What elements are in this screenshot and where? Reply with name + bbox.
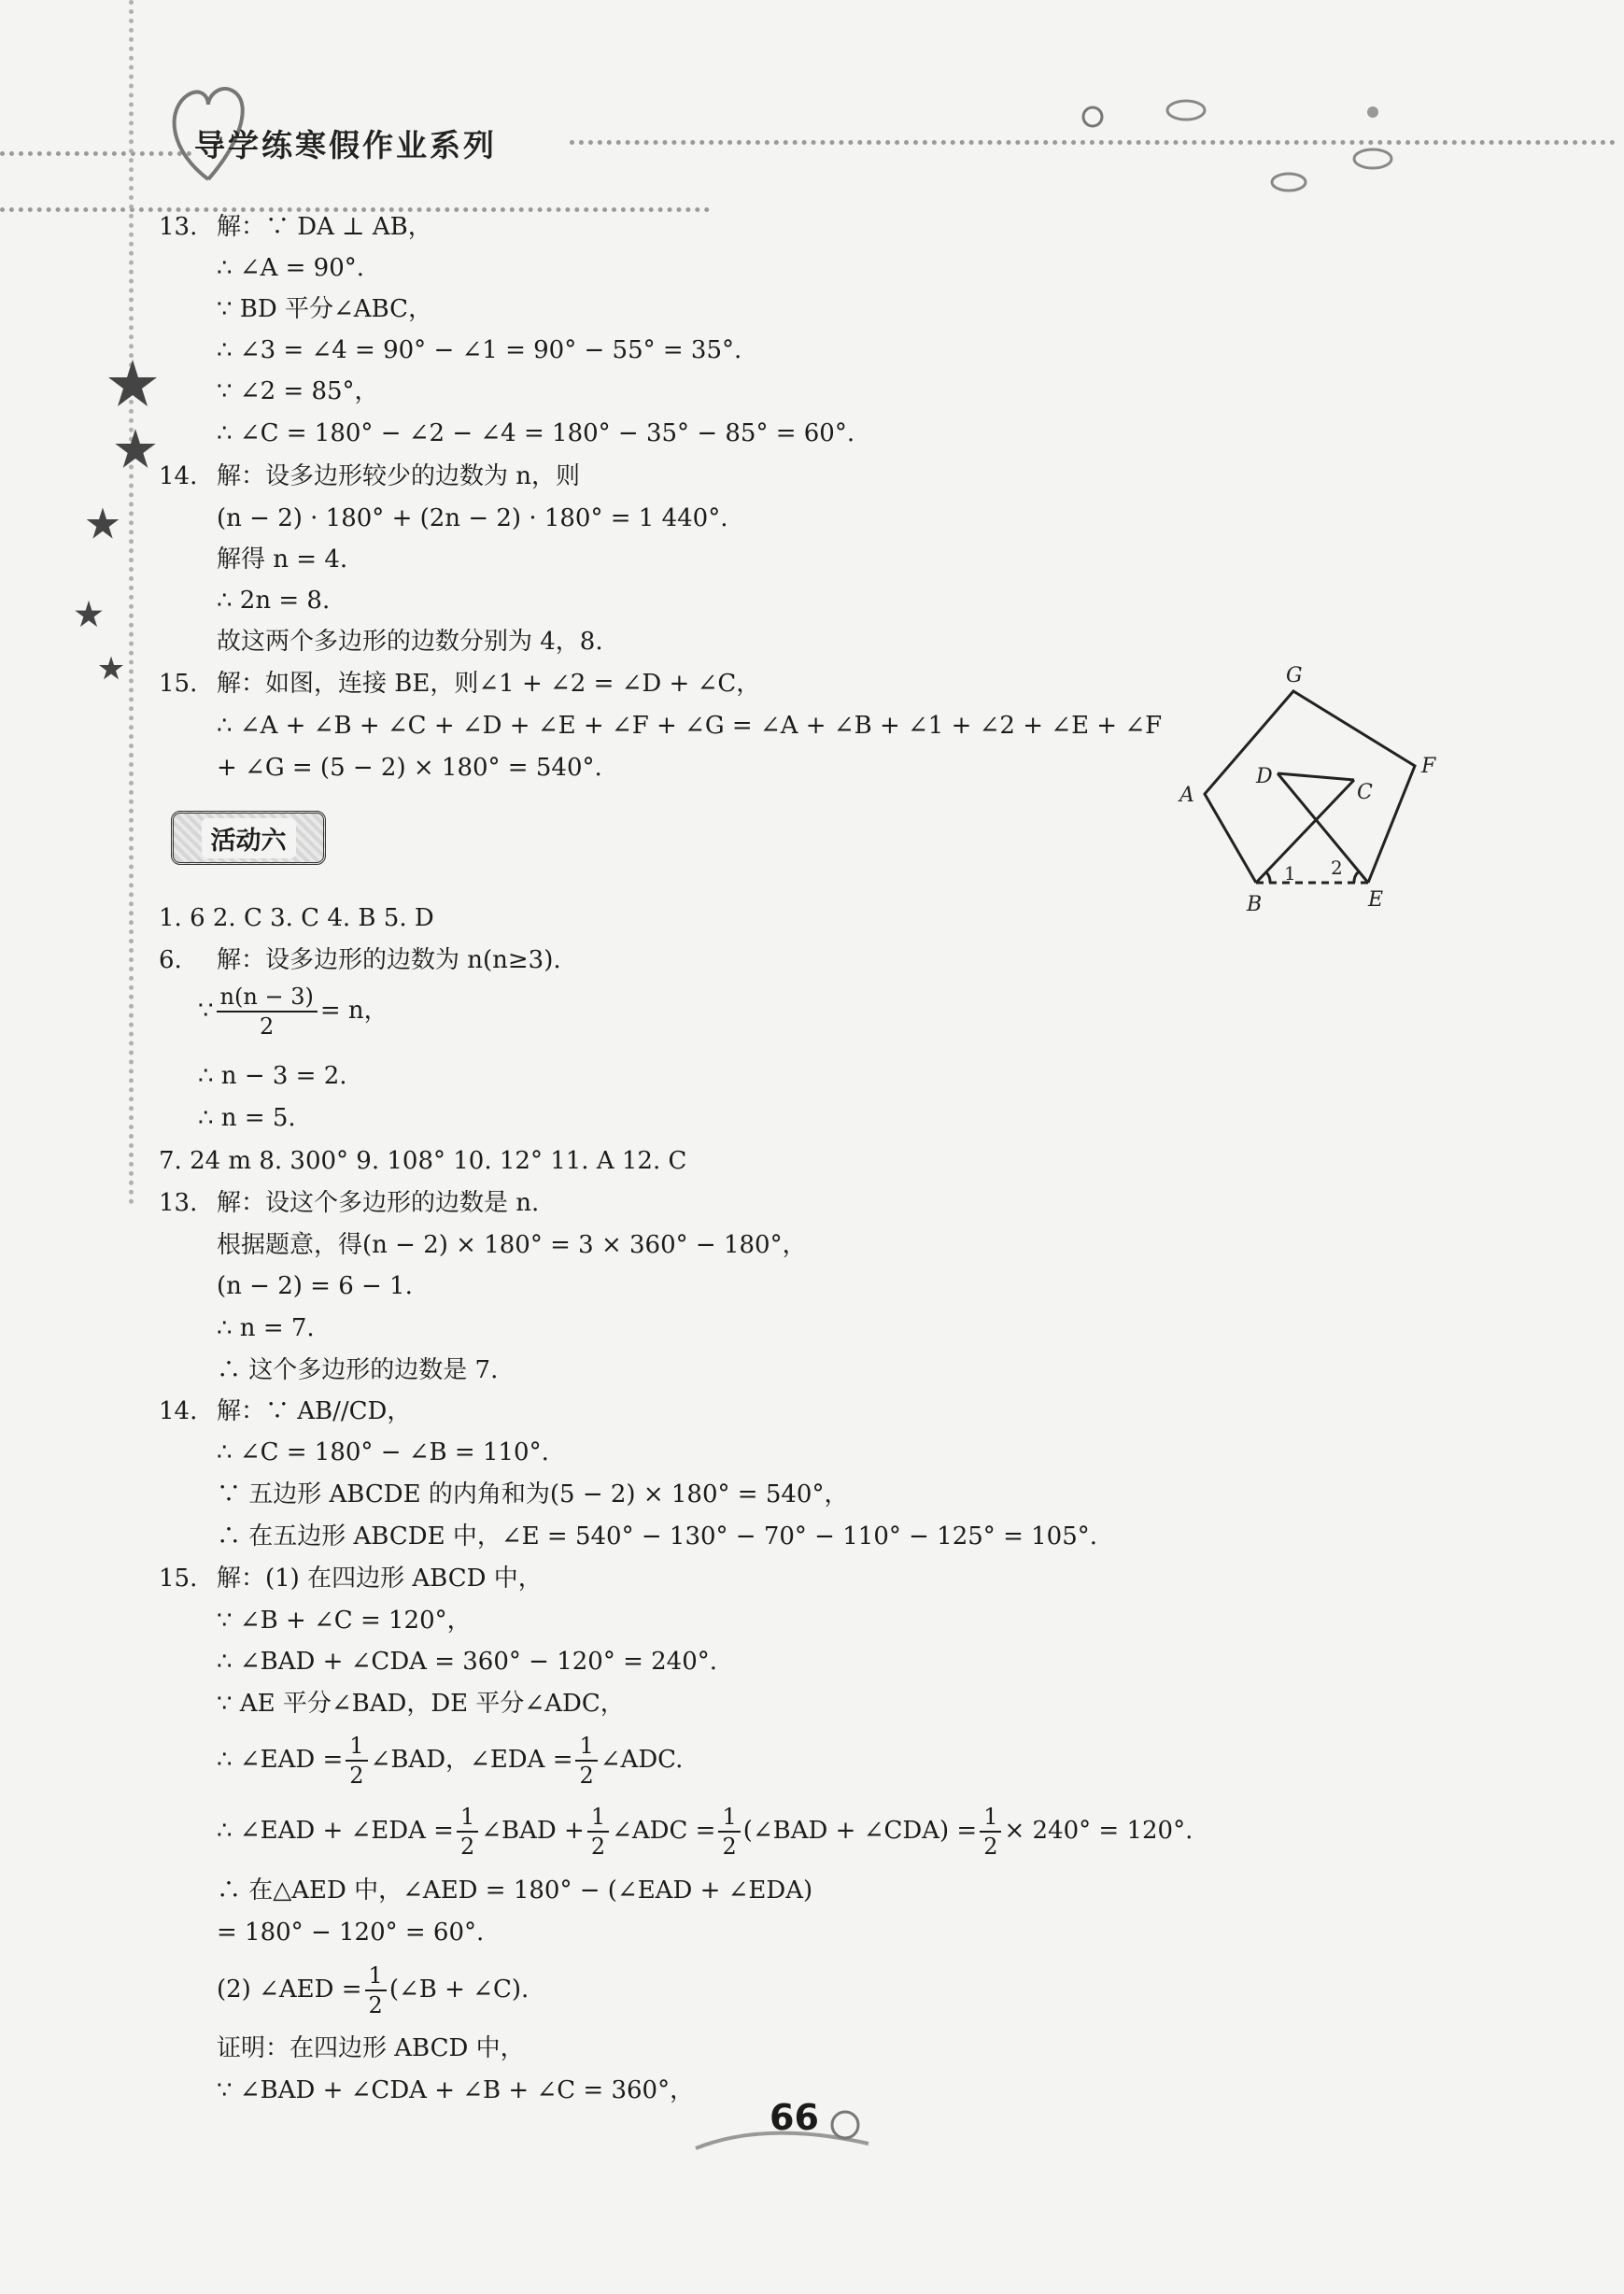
- q14-line-2: (n − 2) · 180° + (2n − 2) · 180° = 1 440°.: [217, 504, 728, 532]
- star-decoration-icon: [105, 355, 161, 411]
- q13-line-4: ∴ ∠3 = ∠4 = 90° − ∠1 = 90° − 55° = 35°.: [217, 336, 742, 364]
- q13b-line-2: 根据题意，得(n − 2) × 180° = 3 × 360° − 180°，: [217, 1231, 807, 1259]
- q15b-part2-line: (2) ∠AED = $\frac{1}{2}$ (∠B + ∠C).: [217, 1962, 530, 2018]
- q15b-line-2: ∵ ∠B + ∠C = 120°，: [217, 1607, 472, 1635]
- q6-line-3: ∴ n − 3 = 2.: [198, 1062, 347, 1090]
- figure-label-1: 1: [1284, 862, 1296, 885]
- star-decoration-icon: [97, 654, 125, 682]
- figure-label-D: D: [1256, 765, 1273, 788]
- q13b-line-1: 13. 解：设这个多边形的边数是 n.: [159, 1189, 540, 1217]
- q14-line-5: 故这两个多边形的边数分别为 4，8.: [217, 628, 603, 656]
- q14b-line-3: ∵ 五边形 ABCDE 的内角和为(5 − 2) × 180° = 540°，: [217, 1480, 849, 1508]
- q13-line-5: ∵ ∠2 = 85°，: [217, 377, 379, 405]
- figure-label-E: E: [1368, 888, 1384, 912]
- star-decoration-icon: [73, 598, 105, 630]
- header-dotted-line-top: [0, 151, 191, 156]
- q6-fraction-line: ∵ $\frac{n(n - 3)}{2}$ = n，: [198, 984, 388, 1040]
- q14b-line-1: 14. 解：∵ AB//CD，: [159, 1397, 412, 1425]
- q15-line-2: ∴ ∠A + ∠B + ∠C + ∠D + ∠E + ∠F + ∠G = ∠A + ∠B + ∠1 + ∠2 + ∠E + ∠F: [217, 712, 1163, 740]
- q15b-line-1: 15. 解：(1) 在四边形 ABCD 中，: [159, 1565, 543, 1593]
- figure-label-2: 2: [1331, 857, 1343, 879]
- q14-line-3: 解得 n = 4.: [217, 545, 348, 574]
- answers-1-5: 1. 6 2. C 3. C 4. B 5. D: [159, 904, 434, 932]
- q15-line-3: + ∠G = (5 − 2) × 180° = 540°.: [217, 754, 602, 782]
- q6-line-1: 6. 解：设多边形的边数为 n(n≥3).: [159, 946, 561, 974]
- star-decoration-icon: [84, 504, 121, 542]
- figure-label-F: F: [1421, 755, 1436, 778]
- q14b-line-4: ∴ 在五边形 ABCDE 中，∠E = 540° − 130° − 70° − 110° − 125° = 105°.: [217, 1522, 1098, 1551]
- q13b-line-3: (n − 2) = 6 − 1.: [217, 1272, 413, 1300]
- q15b-line-3: ∴ ∠BAD + ∠CDA = 360° − 120° = 240°.: [217, 1648, 718, 1676]
- activity-badge: 活动六: [171, 811, 326, 865]
- figure-label-C: C: [1357, 781, 1373, 804]
- q15b-proof-line-1: 证明：在四边形 ABCD 中，: [217, 2034, 525, 2062]
- q14-line-1: 14. 解：设多边形较少的边数为 n，则: [159, 462, 581, 490]
- star-decoration-icon: [112, 425, 159, 472]
- q15b-triangle-line: ∴ 在△AED 中，∠AED = 180° − (∠EAD + ∠EDA): [217, 1876, 813, 1905]
- q14-line-4: ∴ 2n = 8.: [217, 587, 331, 615]
- series-title: 导学练寒假作业系列: [194, 127, 497, 163]
- page-number: 66: [770, 2097, 819, 2138]
- q15-line-1: 15. 解：如图，连接 BE，则∠1 + ∠2 = ∠D + ∠C，: [159, 670, 761, 698]
- figure-label-G: G: [1286, 664, 1303, 687]
- flower-decoration-icon: [1074, 93, 1616, 205]
- q13b-line-4: ∴ n = 7.: [217, 1314, 315, 1342]
- q15b-line-4: ∵ AE 平分∠BAD，DE 平分∠ADC，: [217, 1690, 625, 1718]
- margin-dotted-line: [129, 0, 134, 1205]
- q15b-result-line: = 180° − 120° = 60°.: [217, 1919, 485, 1947]
- pentagon-figure: [1167, 654, 1447, 925]
- q14b-line-2: ∴ ∠C = 180° − ∠B = 110°.: [217, 1438, 549, 1466]
- q15b-sum-line: ∴ ∠EAD + ∠EDA = $\frac{1}{2}$ ∠BAD + $\frac{1}{2}$ ∠ADC = $\frac{1}{2}$ (∠BAD + ∠CDA) = $\frac{1}{2}$ × 240° = 120°.: [217, 1804, 1193, 1860]
- figure-label-B: B: [1247, 893, 1263, 916]
- answers-7-12: 7. 24 m 8. 300° 9. 108° 10. 12° 11. A 12. C: [159, 1147, 687, 1175]
- q13b-line-5: ∴ 这个多边形的边数是 7.: [217, 1356, 499, 1384]
- q13-line-1: 13. 解：∵ DA ⊥ AB，: [159, 213, 432, 241]
- q13-line-3: ∵ BD 平分∠ABC，: [217, 295, 433, 323]
- q15b-half-angles-line: ∴ ∠EAD = $\frac{1}{2}$ ∠BAD，∠EDA = $\frac{1}{2}$ ∠ADC.: [217, 1733, 684, 1789]
- q15b-proof-line-2: ∵ ∠BAD + ∠CDA + ∠B + ∠C = 360°，: [217, 2076, 695, 2104]
- q6-line-4: ∴ n = 5.: [198, 1104, 296, 1132]
- figure-label-A: A: [1179, 784, 1194, 807]
- q13-line-6: ∴ ∠C = 180° − ∠2 − ∠4 = 180° − 35° − 85° = 60°.: [217, 419, 855, 447]
- q13-line-2: ∴ ∠A = 90°.: [217, 254, 365, 282]
